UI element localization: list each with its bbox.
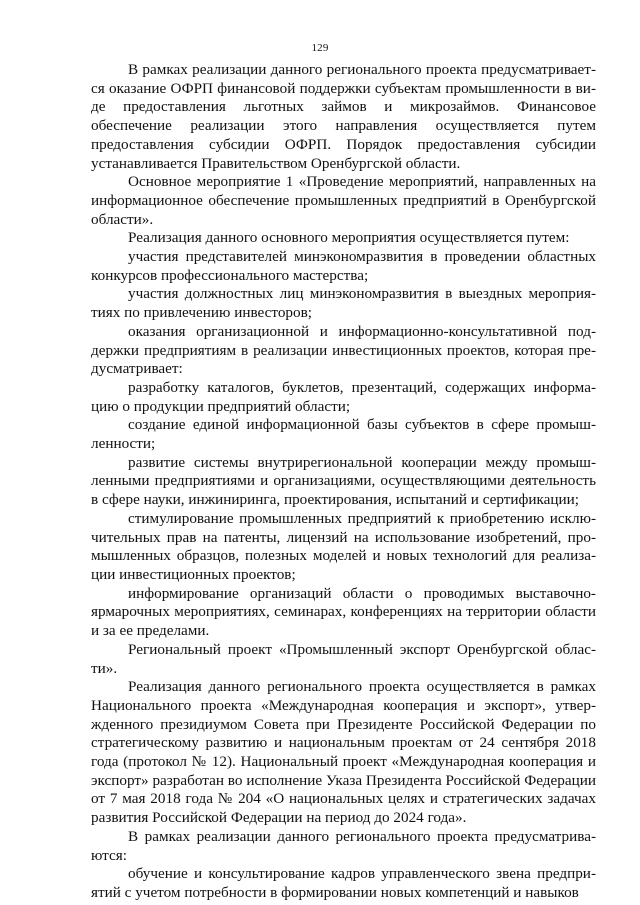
paragraph-12: Региональный проект «Промышленный экспорт Оренбургской области». (91, 640, 596, 677)
paragraph-1: В рамках реализации данного регионального проекта предусматривается оказание ОФРП финансовой поддержки субъектам промышленности в виде предоставления льготных займов и микрозаймов. Финансовое обеспечение реализации этого направления осуществляется путем предоставления субсидии ОФРП. Порядок предоставления субсидии устанавливается Правительством Оренбургской области. (91, 61, 596, 172)
paragraph-8: создание единой информационной базы субъектов в сфере промышленности; (91, 416, 596, 453)
paragraph-6: оказания организационной и информационно-консультативной поддержки предприятиям в реализации инвестиционных проектов, которая предусматривает: (91, 322, 596, 378)
paragraph-14: В рамках реализации данного регионального проекта предусматриваются: (91, 827, 596, 864)
paragraph-4: участия представителей минэкономразвития в проведении областных конкурсов профессионального мастерства; (91, 248, 596, 284)
paragraph-11: информирование организаций области о проводимых выставочно-ярмарочных мероприятиях, семинарах, конференциях на территории области и за ее пределами. (91, 584, 596, 640)
paragraph-5: участия должностных лиц минэкономразвития в выездных мероприятиях по привлечению инвесторов; (91, 285, 596, 322)
paragraph-13: Реализация данного регионального проекта осуществляется в рамках Национального проекта «Международная кооперация и экспорт», утвержденного президиумом Совета при Президенте Российской Федерации по стратегическому развитию и национальным проектам от 24 сентября 2018 года (протокол № 12). Национальный проект «Международная кооперация и экспорт» разработан во исполнение Указа Президента Российской Федерации от 7 мая 2018 года № 204 «О национальных целях и стратегических задачах развития Российской Федерации на период до 2024 года». (91, 678, 596, 827)
paragraph-9: развитие системы внутрирегиональной кооперации между промышленными предприятиями и организациями, осуществляющими деятельность в сфере науки, инжиниринга, проектирования, испытаний и сертификации; (91, 453, 596, 509)
page-number: 129 (311, 42, 329, 54)
body-text (91, 61, 596, 903)
paragraph-3: Реализация данного основного мероприятия осуществляется путем: (128, 229, 570, 247)
paragraph-15: обучение и консультирование кадров управленческого звена предприятий с учетом потребности в формировании новых компетенций и навыков (91, 865, 596, 901)
paragraph-2: Основное мероприятие 1 «Проведение мероприятий, направленных на информационное обеспечение промышленных предприятий в Оренбургской области». (91, 173, 596, 228)
paragraph-10: стимулирование промышленных предприятий к приобретению исключительных прав на патенты, лицензий на использование изобретений, промышленных образцов, полезных моделей и новых технологий для реализации инвестиционных проектов; (91, 509, 596, 583)
paragraph-7: разработку каталогов, буклетов, презентаций, содержащих информацию о продукции предприятий области; (91, 378, 596, 415)
